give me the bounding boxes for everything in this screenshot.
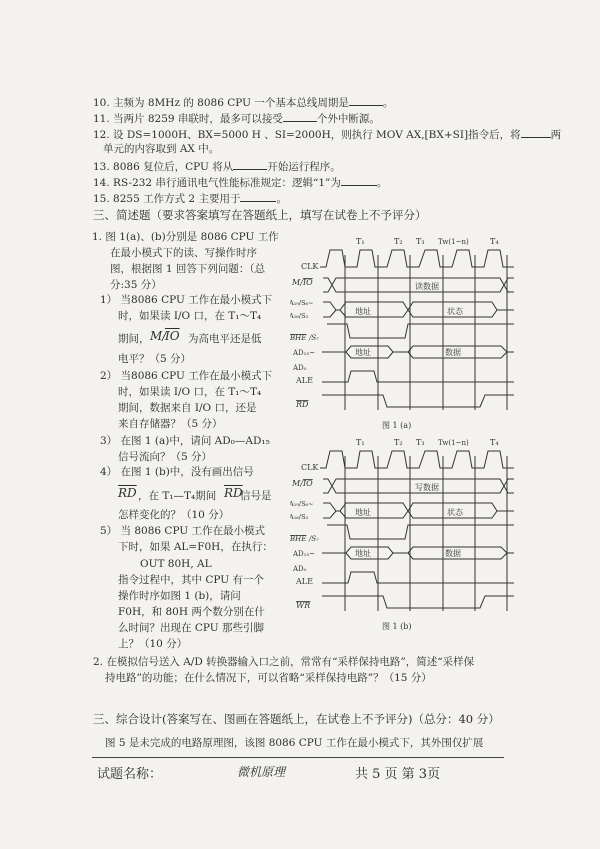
question-1-line: 电平？（5 分）	[118, 353, 192, 365]
signal-label-ad0: AD₀	[293, 364, 307, 372]
signal-label-a19: A₁₉/S₆~	[290, 500, 314, 508]
question-1-line: 图，根据图 1 回答下列问题：（总	[110, 263, 266, 275]
question-1-line: 3） 在图 1 (a)中，请问 AD₀—AD₁₅	[100, 435, 270, 447]
question-12	[93, 126, 561, 142]
question-12-cont	[103, 142, 219, 156]
signal-label-bhe: BHE	[290, 535, 307, 543]
question-1-line: 在最小模式下的读、写操作时序	[110, 247, 257, 259]
control-waveform	[322, 596, 514, 608]
answer-blank	[233, 158, 267, 170]
footer-pages: 共 5 页 第 3页	[355, 767, 441, 782]
signal-label-a19: A₁₉/S₆~	[290, 299, 314, 307]
question-1-line: 操作时序如图 1 (b)，请问	[118, 590, 241, 602]
question-1-line: 信号是	[240, 490, 272, 502]
question-2-line-1: 2. 在模拟信号送入 A/D 转换器输入口之前，常常有“采样保持电路”，简述“采样保	[93, 656, 475, 668]
question-text: 10. 主频为 8MHz 的 8086 CPU 一个基本总线周期是	[93, 97, 349, 109]
question-1-line: 么时间？出现在 CPU 那些引脚	[118, 622, 264, 634]
question-text: 14. RS-232 串行通讯电气性能标准规定：逻辑“1”为	[93, 177, 341, 189]
t-state-label: Tw(1~n)	[438, 439, 469, 447]
clk-waveform	[320, 451, 514, 468]
address-status-waveform	[323, 302, 514, 317]
question-1-line: 信号流向？（5 分）	[118, 451, 213, 463]
control-waveform	[322, 395, 514, 407]
signal-label-a16: A₁₆/S₃	[290, 312, 309, 320]
signal-name: $\overline{RD}$	[118, 486, 137, 500]
signal-label-bhe: BHE	[290, 334, 307, 342]
figure-caption: 图 1 (a)	[382, 421, 412, 430]
t-state-label: T₁	[356, 438, 365, 447]
question-text: 。	[376, 177, 388, 189]
question-text: 个外中断源。	[316, 113, 380, 125]
question-text: 开始运行程序。	[267, 161, 341, 173]
answer-blank	[349, 94, 383, 106]
answer-blank	[283, 110, 317, 122]
address-label: 地址	[355, 508, 371, 517]
signal-label-io: IO	[303, 479, 313, 488]
question-1-line: 时，如果读 I/O 口，在 T₁～T₄	[118, 386, 262, 398]
question-1-line: 指令过程中，其中 CPU 有一个	[118, 574, 264, 586]
question-text: 。	[382, 97, 394, 109]
question-1-line: 5） 当 8086 CPU 工作在最小模式	[100, 525, 266, 537]
question-1-line: ，在 T₁—T₄期间	[138, 490, 217, 502]
question-14	[93, 174, 387, 190]
signal-label-s7: /S₇	[309, 535, 319, 543]
question-1-line: OUT 80H, AL	[140, 558, 212, 570]
data-label: 数据	[445, 549, 461, 558]
ad-waveform	[322, 547, 514, 559]
address-status-waveform	[323, 503, 514, 518]
question-text: 13. 8086 复位后，CPU 将从	[93, 161, 234, 173]
question-1-line: 分:35 分）	[110, 279, 162, 291]
t-state-label: T₄	[490, 438, 499, 447]
signal-label-a16: A₁₆/S₃	[290, 513, 309, 521]
answer-blank	[240, 190, 276, 202]
signal-name: M/	[150, 329, 167, 343]
answer-blank	[521, 126, 551, 138]
t-state-label: Tw(1~n)	[438, 238, 469, 246]
address-label: 地址	[355, 348, 371, 357]
status-label: 状态	[447, 508, 463, 517]
question-text: 两	[550, 129, 562, 141]
footer-subject: 微机原理	[237, 765, 286, 779]
question-text: 。	[276, 193, 287, 205]
timing-diagram-write	[290, 426, 530, 640]
signal-label-control: RD	[296, 400, 309, 409]
question-1-line: 1. 图 1(a)、(b)分别是 8086 CPU 工作	[92, 231, 279, 243]
figure-caption: 图 1 (b)	[382, 622, 412, 631]
question-text: 11. 当两片 8259 串联时，最多可以接受	[93, 113, 283, 125]
question-2-line-2: 持电路”的功能；在什么情况下，可以省略“采样保持电路”？（15 分）	[105, 672, 432, 684]
signal-label-io: IO	[303, 278, 313, 287]
ale-waveform	[322, 572, 514, 583]
signal-label-control: WR	[296, 601, 311, 610]
section-heading-design: 三、综合设计(答案写在、图画在答题纸上，在试卷上不予评分)（总分：40 分）	[93, 712, 500, 726]
signal-label-ad15: AD₁₅~	[293, 550, 316, 558]
question-1-line: 时，如果读 I/O 口，在 T₁～T₄	[118, 310, 262, 322]
signal-label-clk: CLK	[301, 262, 319, 271]
signal-label-m: M/	[292, 479, 303, 488]
signal-label-ad15: AD₁₅~	[293, 349, 316, 357]
question-1-line: 1） 当8086 CPU 工作在最小模式下	[100, 294, 273, 306]
question-1-line: 怎样变化的？（10 分）	[118, 509, 230, 521]
data-label: 数据	[445, 348, 461, 357]
mio-label: 写数据	[415, 483, 439, 492]
design-text: 图 5 是未完成的电路原理图，该图 8086 CPU 工作在最小模式下，其外围仅扩展	[105, 737, 484, 749]
t-state-label: T₂	[394, 438, 403, 447]
footer-divider	[92, 757, 504, 758]
section-heading-short-answer: 三、简述题（要求答案填写在答题纸上，填写在试卷上不予评分）	[93, 208, 427, 222]
bhe-waveform	[327, 324, 514, 338]
question-text: 12. 设 DS=1000H、BX=5000 H 、SI=2000H，则执行 MOV AX,[BX+SI]指令后，将	[93, 129, 521, 141]
signal-label-clk: CLK	[301, 463, 319, 472]
question-text: 15. 8255 工作方式 2 主要用于	[93, 193, 241, 205]
signal-label-m: M/	[292, 278, 303, 287]
mio-label: 读数据	[415, 282, 439, 291]
address-label: 地址	[355, 549, 371, 558]
timing-diagram-read	[290, 225, 530, 439]
question-1-line: 2） 当8086 CPU 工作在最小模式下	[100, 370, 273, 382]
question-13	[93, 158, 341, 174]
question-1-line: 上？（10 分）	[118, 638, 188, 650]
signal-label-ale: ALE	[296, 376, 313, 385]
clk-waveform	[320, 250, 514, 267]
timing-diagram-svg	[290, 426, 530, 636]
question-1-line: 为高电平还是低	[188, 333, 262, 345]
signal-label-s7: /S₇	[309, 334, 319, 342]
t-state-label: T₁	[356, 237, 365, 246]
question-1-line: 期间，	[118, 333, 150, 345]
question-1-line: F0H，和 80H 两个数分别在什	[118, 606, 265, 618]
question-15	[93, 190, 287, 206]
t-state-label: T₄	[490, 237, 499, 246]
answer-blank	[341, 174, 377, 186]
t-state-label: T₂	[394, 237, 403, 246]
ad-waveform	[322, 346, 514, 358]
timing-diagram-svg	[290, 225, 530, 435]
question-10	[93, 94, 393, 110]
question-1-line: 来自存储器？（5 分）	[118, 418, 223, 430]
signal-label-ale: ALE	[296, 577, 313, 586]
footer-label: 试题名称：	[97, 767, 163, 782]
question-1-line: 下时，如果 AL=F0H，在执行：	[118, 541, 273, 553]
question-1-line: 期间，数据来自 I/O 口，还是	[118, 402, 257, 414]
signal-name: $\overline{RD}$	[224, 486, 243, 500]
signal-name: $\overline{IO}$	[165, 329, 180, 343]
question-11	[93, 110, 380, 126]
question-1-line: 4） 在图 1 (b)中，没有画出信号	[100, 466, 254, 478]
question-text: 单元的内容取到 AX 中。	[103, 143, 220, 155]
address-label: 地址	[355, 307, 371, 316]
t-state-label: T₃	[416, 438, 425, 447]
signal-label-ad0: AD₀	[293, 565, 307, 573]
t-state-label: T₃	[416, 237, 425, 246]
bhe-waveform	[327, 525, 514, 539]
status-label: 状态	[447, 307, 463, 316]
ale-waveform	[322, 371, 514, 382]
